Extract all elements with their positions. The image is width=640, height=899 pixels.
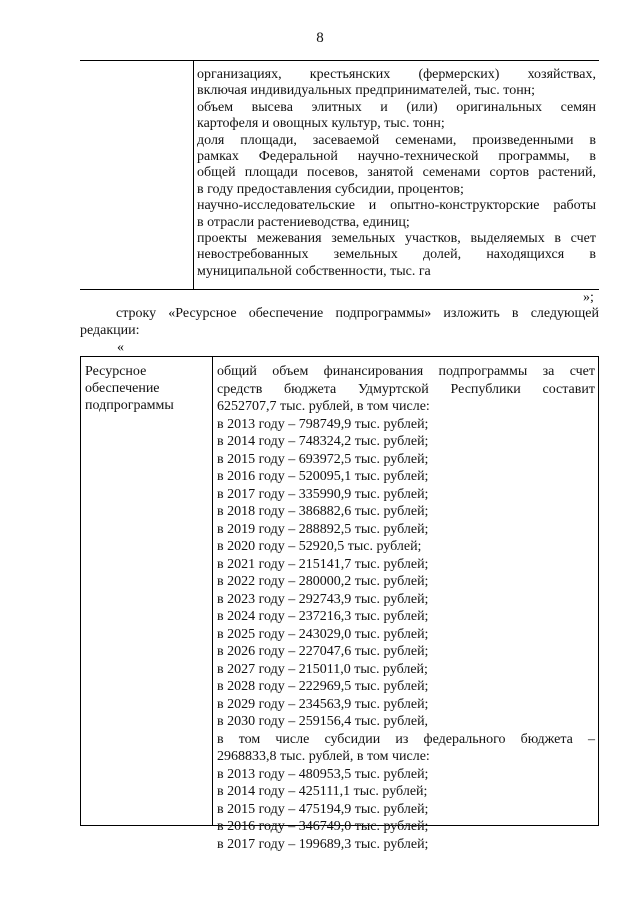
cell-line: доля площади, засеваемой семенами, произведенными в: [197, 132, 596, 148]
label-line: обеспечение: [85, 381, 160, 396]
cell-line: общей площади посевов, занятой семенами сортов растений,: [197, 165, 596, 181]
page-number: 8: [316, 30, 324, 46]
resource-line: в 2013 году – 798749,9 тыс. рублей;: [217, 416, 429, 432]
resource-line: в 2014 году – 425111,1 тыс. рублей;: [217, 784, 428, 799]
resource-line: в 2019 году – 288892,5 тыс. рублей;: [217, 521, 429, 537]
resource-line: в 2014 году – 748324,2 тыс. рублей;: [217, 434, 429, 449]
intro-paragraph: [80, 305, 599, 339]
intro-line: редакции:: [80, 323, 140, 338]
opening-quote: «: [117, 340, 124, 355]
closing-quote: »;: [583, 290, 594, 305]
cell-line: научно-исследовательские и опытно-конструкторские работы: [197, 198, 596, 214]
resource-line: в том числе субсидии из федерального бюджета –: [217, 731, 595, 747]
resource-line: в 2017 году – 199689,3 тыс. рублей;: [217, 836, 429, 852]
cell-line: проекты межевания земельных участков, выделяемых в счет: [197, 231, 596, 247]
resource-line: в 2023 году – 292743,9 тыс. рублей;: [217, 591, 429, 607]
resource-line: в 2025 году – 243029,0 тыс. рублей;: [217, 626, 429, 642]
resource-line: в 2024 году – 237216,3 тыс. рублей;: [217, 609, 429, 624]
cell-line: муниципальной собственности, тыс. га: [197, 263, 431, 279]
resource-line: в 2028 году – 222969,5 тыс. рублей;: [217, 679, 429, 694]
resource-line: в 2016 году – 520095,1 тыс. рублей;: [217, 469, 429, 484]
cell-line: объем высева элитных и (или) оригинальных семян: [197, 99, 596, 115]
resource-line: в 2017 году – 335990,9 тыс. рублей;: [217, 486, 429, 502]
resource-line: 6252707,7 тыс. рублей, в том числе:: [217, 399, 430, 414]
intro-line: строку «Ресурсное обеспечение подпрограммы» изложить в следующей: [116, 306, 599, 321]
resource-line: в 2020 году – 52920,5 тыс. рублей;: [217, 539, 422, 554]
resource-table: [80, 356, 599, 852]
resource-line: в 2018 году – 386882,6 тыс. рублей;: [217, 504, 429, 519]
resource-line: в 2015 году – 693972,5 тыс. рублей;: [217, 451, 429, 467]
resource-line: 2968833,8 тыс. рублей, в том числе:: [217, 749, 430, 764]
resource-line: в 2016 году – 346749,0 тыс. рублей;: [217, 819, 429, 834]
label-line: Ресурсное: [85, 364, 147, 379]
cell-line: картофеля и овощных культур, тыс. тонн;: [197, 116, 445, 132]
cell-line: рамках Федеральной научно-технической программы, в: [197, 149, 596, 165]
resource-line: в 2030 году – 259156,4 тыс. рублей,: [217, 714, 429, 729]
cell-line: в отрасли растениеводства, единиц;: [197, 214, 410, 230]
indicators-cell: [197, 67, 596, 280]
resource-line: общий объем финансирования подпрограммы за счет: [217, 364, 595, 379]
label-line: подпрограммы: [85, 398, 174, 413]
resource-line: в 2021 году – 215141,7 тыс. рублей;: [217, 556, 429, 572]
column-divider: [193, 61, 194, 289]
cell-line: включая индивидуальных предпринимателей, тыс. тонн;: [197, 83, 536, 99]
resource-line: в 2022 году – 280000,2 тыс. рублей;: [217, 574, 429, 589]
indicators-table-fragment: [80, 60, 599, 290]
cell-line: невостребованных земельных долей, находящихся в: [197, 247, 596, 263]
resource-line: средств бюджета Удмуртской Республики составит: [217, 381, 595, 397]
resource-label-cell: [85, 363, 209, 414]
column-divider: [212, 357, 213, 825]
resource-line: в 2015 году – 475194,9 тыс. рублей;: [217, 801, 429, 817]
cell-line: в году предоставления субсидии, процентов;: [197, 181, 464, 197]
resource-value-cell: [217, 363, 595, 853]
resource-line: в 2013 году – 480953,5 тыс. рублей;: [217, 766, 429, 782]
cell-line: организациях, крестьянских (фермерских) хозяйствах,: [197, 67, 596, 82]
resource-line: в 2029 году – 234563,9 тыс. рублей;: [217, 696, 429, 712]
resource-line: в 2027 году – 215011,0 тыс. рублей;: [217, 661, 428, 677]
resource-line: в 2026 году – 227047,6 тыс. рублей;: [217, 644, 429, 659]
